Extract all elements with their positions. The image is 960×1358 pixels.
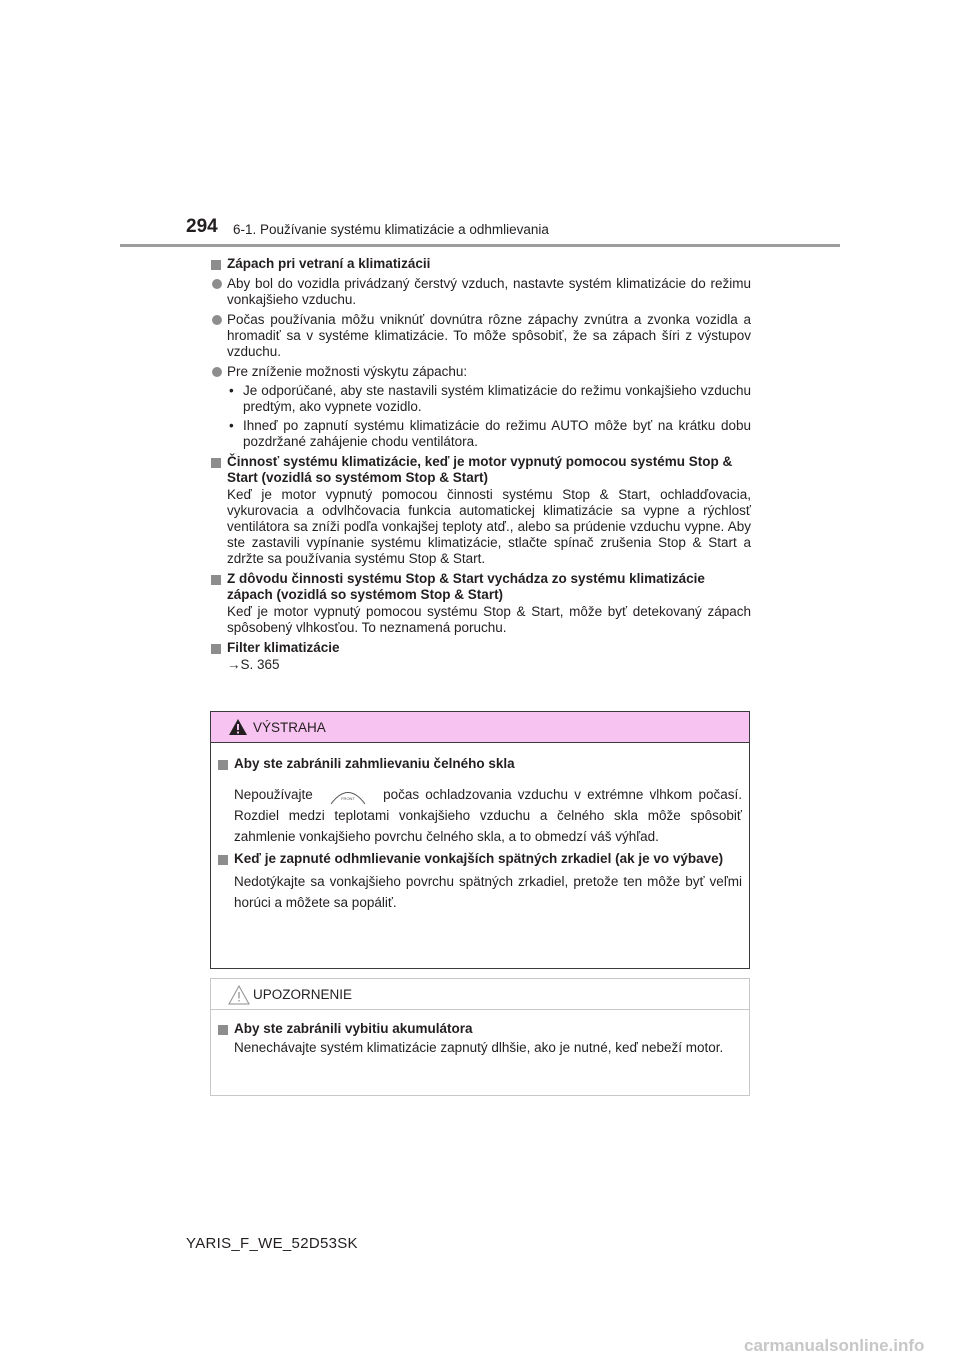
main-content <box>211 256 751 673</box>
warning-box <box>210 711 750 969</box>
section-text-stop-start-odor: Keď je motor vypnutý pomocou systému Stop & Start, môže byť detekovaný zápach spôsobený vlhkosťou. To neznamená poruchu. <box>227 604 751 635</box>
document-code: YARIS_F_WE_52D53SK <box>186 1235 358 1252</box>
sub-bullet-outside-air: • Je odporúčané, aby ste nastavili systém klimatizácie do režimu vonkajšieho vzduchu predtým, ako vypnete vozidlo. <box>211 383 751 415</box>
warning-heading-windshield: Aby ste zabránili zahmlievaniu čelného skla <box>218 756 742 772</box>
notice-body <box>218 1021 742 1057</box>
section-heading-odor: Zápach pri vetraní a klimatizácii <box>211 256 751 272</box>
warning-heading-mirrors: Keď je zapnuté odhmlievanie vonkajších spätných zrkadiel (ak je vo výbave) <box>218 851 742 867</box>
bullet-fresh-air: Aby bol do vozidla privádzaný čerstvý vzduch, nastavte systém klimatizácie do režimu vonkajšieho vzduchu. <box>211 276 751 308</box>
section-text-stop-start: Keď je motor vypnutý pomocou činnosti systému Stop & Start, ochladďovacia, vykurovacia a odvlhčovacia funkcia automatickej klimatizácie sa vypne a rýchlosť ventilátora sa zníži podľa vonkajšej teploty atď., alebo sa prúdenie vzduchu vypne. Aby ste zastavili vypínanie systému klimatizácie, stlačte spínač zrušenia Stop & Start a zdržte sa používania systému Stop & Start. <box>227 487 751 566</box>
warning-text-start: Nepoužívajte <box>234 787 313 802</box>
bullet-odors: Počas používania môžu vniknúť dovnútra rôzne zápachy zvnútra a zvonka vozidla a hromadiť sa v systéme klimatizácie. To môže spôsobiť, že sa zápach šíri z výstupov vzduchu. <box>211 312 751 360</box>
watermark: carmanualsonline.info <box>744 1336 925 1355</box>
page-reference-link[interactable]: →S. 365 <box>227 657 280 672</box>
section-heading-stop-start: Činnosť systému klimatizácie, keď je motor vypnutý pomocou systému Stop & Start (vozidlá so systémom Stop & Start) <box>211 454 751 486</box>
front-button-label: FRONT <box>341 796 355 802</box>
header-rule <box>120 244 840 247</box>
warning-title: VÝSTRAHA <box>253 720 326 735</box>
section-heading-filter: Filter klimatizácie <box>211 640 751 656</box>
bullet-reduce-odor: Pre zníženie možnosti výskytu zápachu: <box>211 364 751 380</box>
front-defogger-button-icon <box>329 785 367 805</box>
caution-triangle-icon <box>228 985 250 1005</box>
warning-text-mirrors: Nedotýkajte sa vonkajšieho povrchu spätných zrkadiel, pretože ten môže byť veľmi horúci a môžete sa popáliť. <box>234 874 742 911</box>
notice-title: UPOZORNENIE <box>253 987 353 1002</box>
page-number: 294 <box>186 216 218 237</box>
warning-header <box>211 712 749 743</box>
warning-text-windshield <box>218 784 742 847</box>
chapter-title: 6-1. Používanie systému klimatizácie a odhmlievania <box>233 222 549 237</box>
warning-text-rest: počas ochladzovania vzduchu v extrémne vlhkom počasí. Rozdiel medzi teplotami vonkajšieho vzduchu a čelného skla môže spôsobiť zahmlenie vonkajšieho povrchu čelného skla, a to obmedzí váš výhľad. <box>234 787 742 845</box>
notice-heading-battery: Aby ste zabránili vybitiu akumulátora <box>218 1021 742 1037</box>
notice-header <box>211 979 749 1010</box>
sub-bullet-auto-mode: • Ihneď po zapnutí systému klimatizácie do režimu AUTO môže byť na krátku dobu pozdržané zahájenie chodu ventilátora. <box>211 418 751 450</box>
notice-text-battery: Nenechávajte systém klimatizácie zapnutý dlhšie, ako je nutné, keď nebeží motor. <box>234 1040 724 1055</box>
warning-body <box>218 756 742 913</box>
warning-triangle-icon <box>228 718 248 736</box>
notice-box <box>210 978 750 1096</box>
section-heading-stop-start-odor: Z dôvodu činnosti systému Stop & Start vychádza zo systému klimatizácie zápach (vozidlá so systémom Stop & Start) <box>211 571 751 603</box>
